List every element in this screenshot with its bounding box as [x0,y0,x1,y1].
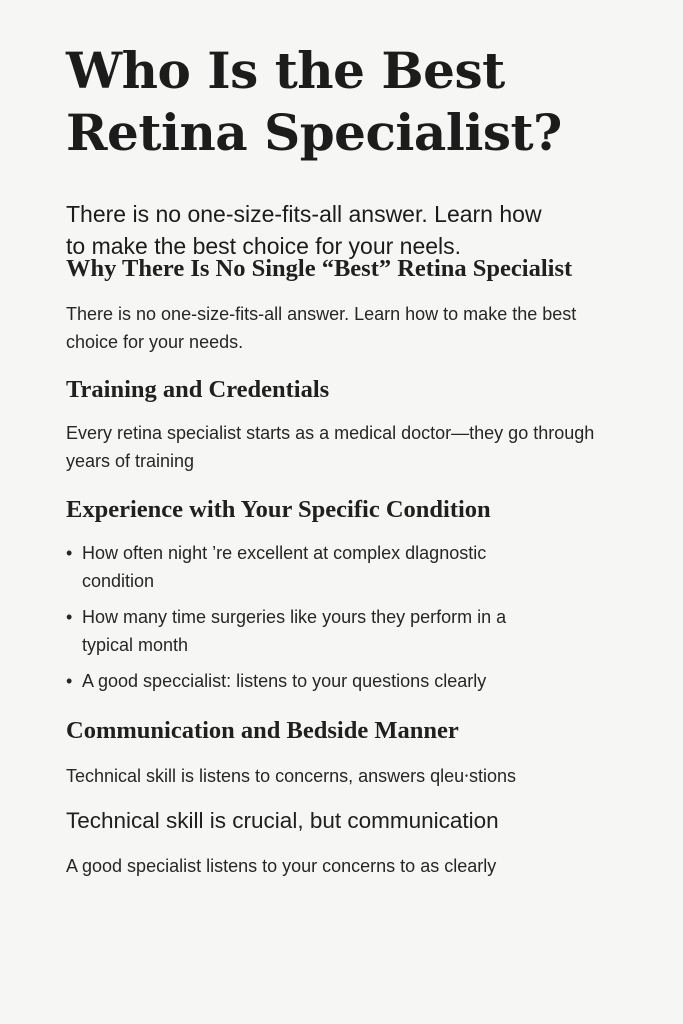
section-heading: Technical skill is crucial, but communication [66,808,499,833]
article [66,40,656,262]
section-body: Every retina specialist starts as a medical doctor—they go through years of training [66,423,595,471]
list-item [66,603,562,659]
section-training-credentials [66,375,656,475]
section-experience [66,495,656,695]
section-heading: Training and Credentials [66,376,330,403]
section-heading: Communication and Bedside Manner [66,717,459,744]
bullet-list [66,539,656,695]
list-item [66,667,562,695]
page-title-line-2: Retina Specialist? [66,103,562,162]
bullet-icon: • [66,607,73,627]
intro-paragraph: There is no one-size-fits-all answer. Learn how to make the best choice for your neels. [66,201,542,259]
section-body: There is no one-size-fits-all answer. Learn how to make the best choice for your needs. [66,304,577,352]
list-item-text: A good speccialist: listens to your questions clearly [82,671,487,691]
list-item-text: How often night ’re excellent at complex dlagnostic condition [82,543,487,591]
page-title [66,40,656,164]
page-title-line-1: Who Is the Best [66,41,505,100]
section-communication [66,716,656,790]
section-body: A good specialist listens to your concerns to as clearly [66,856,497,876]
section-heading: Why There Is No Single “Best” Retina Specialist [66,255,573,282]
section-why-no-single-best [66,254,656,356]
list-item-text: How many time surgeries like yours they perform in a typical month [82,607,507,655]
list-item [66,539,562,595]
section-body: Technical skill is listens to concerns, answers qleu⸱stions [66,766,517,786]
section-technical-skill [66,806,656,880]
bullet-icon: • [66,671,73,691]
bullet-icon: • [66,543,73,563]
section-heading: Experience with Your Specific Condition [66,496,491,523]
